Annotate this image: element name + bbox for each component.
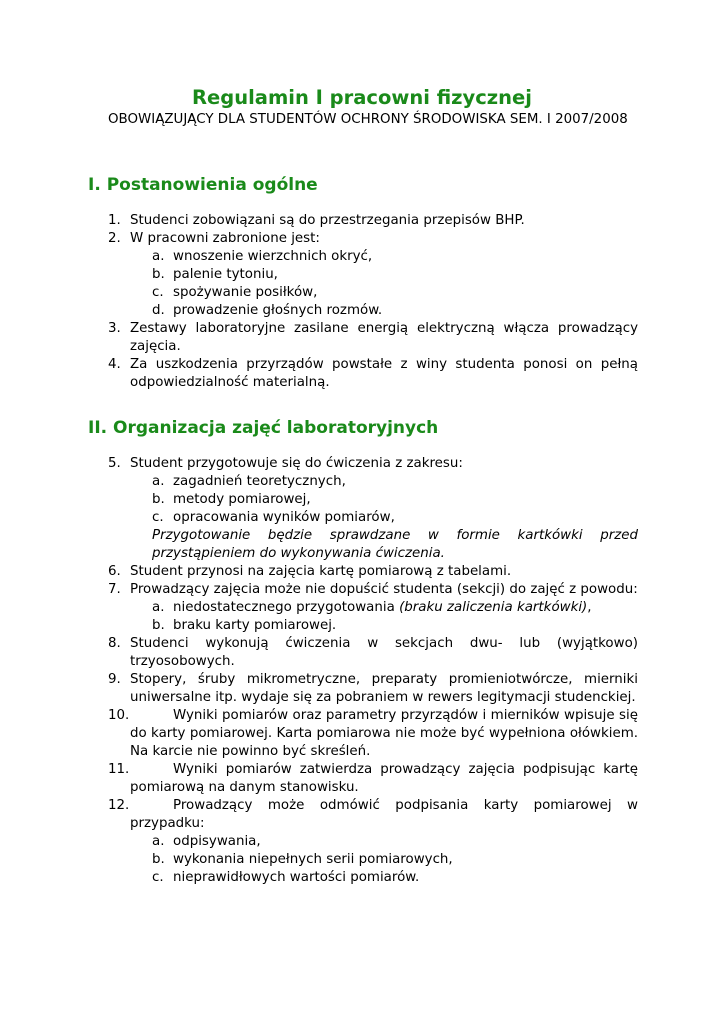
sub-item-text: braku karty pomiarowej. — [173, 618, 337, 633]
sub-item-text: wnoszenie wierzchnich okryć, — [173, 249, 373, 264]
item-text: Studenci wykonują ćwiczenia w sekcjach dwu- lub (wyjątkowo) trzyosobowych. — [130, 636, 638, 669]
item-text: Prowadzący zajęcia może nie dopuścić studenta (sekcji) do zajęć z powodu: — [130, 582, 638, 597]
item-text: Student przynosi na zajęcia kartę pomiarową z tabelami. — [130, 564, 512, 579]
sub-item-italic-text: (braku zaliczenia kartkówki) — [399, 600, 588, 615]
item-number: 3. — [108, 321, 121, 336]
list-item — [0, 320, 724, 356]
sub-item — [0, 248, 724, 266]
section-2-list — [0, 455, 724, 887]
item-number: 1. — [108, 213, 121, 228]
sub-item-letter: a. — [152, 834, 165, 849]
sub-item — [0, 266, 724, 284]
sub-item-text: metody pomiarowej, — [173, 492, 311, 507]
sub-item — [0, 302, 724, 320]
sub-item-text — [173, 599, 638, 617]
list-item — [0, 761, 724, 797]
sub-item-main-text: niedostatecznego przygotowania — [173, 600, 395, 615]
list-item — [0, 797, 724, 833]
sub-item-text: nieprawidłowych wartości pomiarów. — [173, 870, 420, 885]
list-item — [0, 230, 724, 248]
list-item — [0, 581, 724, 599]
sub-item — [0, 284, 724, 302]
item-text: Stopery, śruby mikrometryczne, preparaty promieniotwórcze, mierniki uniwersalne itp. wydaje się za pobraniem w rewers legitymacji studenckiej. — [130, 672, 638, 705]
sub-item — [0, 509, 724, 527]
item-text: Wyniki pomiarów zatwierdza prowadzący zajęcia podpisując kartę pomiarową na danym stanowisku. — [130, 762, 638, 795]
sub-item-letter: b. — [152, 267, 165, 282]
item-number: 5. — [108, 456, 121, 471]
list-item — [0, 671, 724, 707]
section-2-heading: II. Organizacja zajęć laboratoryjnych — [88, 418, 439, 438]
sub-item — [0, 617, 724, 635]
item-number: 12. — [108, 798, 130, 813]
sub-item — [0, 473, 724, 491]
item-text: Wyniki pomiarów oraz parametry przyrządów i mierników wpisuje się do karty pomiarowej. Karta pomiarowa nie może być wypełniona ołówkiem. Na karcie nie powinno być skreśleń. — [130, 708, 638, 759]
sub-item-letter: c. — [152, 510, 164, 525]
item-number: 11. — [108, 762, 130, 777]
item-number: 4. — [108, 357, 121, 372]
sub-item-text: zagadnień teoretycznych, — [173, 474, 346, 489]
sub-item-letter: d. — [152, 303, 165, 318]
sub-item — [0, 833, 724, 851]
item-text: Prowadzący może odmówić podpisania karty pomiarowej w przypadku: — [130, 798, 638, 831]
item-text: Student przygotowuje się do ćwiczenia z zakresu: — [130, 456, 463, 471]
sub-item — [0, 491, 724, 509]
sub-item-text: wykonania niepełnych serii pomiarowych, — [173, 852, 453, 867]
list-item — [0, 212, 724, 230]
sub-item-trailing-comma: , — [587, 600, 592, 615]
section-1-list — [0, 212, 724, 392]
item-number: 9. — [108, 672, 121, 687]
list-item — [0, 356, 724, 392]
item-text: Zestawy laboratoryjne zasilane energią elektryczną włącza prowadzący zajęcia. — [130, 321, 638, 354]
list-item — [0, 707, 724, 761]
document-title: Regulamin I pracowni fizycznej — [192, 86, 532, 109]
sub-item — [0, 599, 724, 617]
sub-item-letter: c. — [152, 870, 164, 885]
sub-item-text: odpisywania, — [173, 834, 261, 849]
list-item — [0, 635, 724, 671]
item-text: Za uszkodzenia przyrządów powstałe z winy studenta ponosi on pełną odpowiedzialność materialną. — [130, 357, 638, 390]
item-number: 2. — [108, 231, 121, 246]
sub-item-text: prowadzenie głośnych rozmów. — [173, 303, 383, 318]
list-item — [0, 563, 724, 581]
item-number: 6. — [108, 564, 121, 579]
item-text: W pracowni zabronione jest: — [130, 231, 320, 246]
item-text: Studenci zobowiązani są do przestrzegania przepisów BHP. — [130, 213, 525, 228]
document-subtitle: OBOWIĄZUJĄCY DLA STUDENTÓW OCHRONY ŚRODOWISKA SEM. I 2007/2008 — [108, 112, 628, 127]
sub-item-text: spożywanie posiłków, — [173, 285, 318, 300]
sub-item-text: opracowania wyników pomiarów, — [173, 510, 395, 525]
sub-item-letter: c. — [152, 285, 164, 300]
item-number: 10. — [108, 708, 130, 723]
italic-note: Przygotowanie będzie sprawdzane w formie kartkówki przed przystąpieniem do wykonywania ćwiczenia. — [152, 528, 638, 561]
list-item — [0, 455, 724, 473]
sub-item-text: palenie tytoniu, — [173, 267, 278, 282]
sub-item-letter: b. — [152, 492, 165, 507]
section-1-heading: I. Postanowienia ogólne — [88, 175, 318, 195]
sub-item-letter: a. — [152, 249, 165, 264]
item-number: 8. — [108, 636, 121, 651]
sub-item-letter: b. — [152, 618, 165, 633]
sub-item-letter: a. — [152, 600, 165, 615]
sub-item-letter: b. — [152, 852, 165, 867]
sub-item — [0, 869, 724, 887]
item-number: 7. — [108, 582, 121, 597]
sub-item-letter: a. — [152, 474, 165, 489]
sub-item — [0, 851, 724, 869]
